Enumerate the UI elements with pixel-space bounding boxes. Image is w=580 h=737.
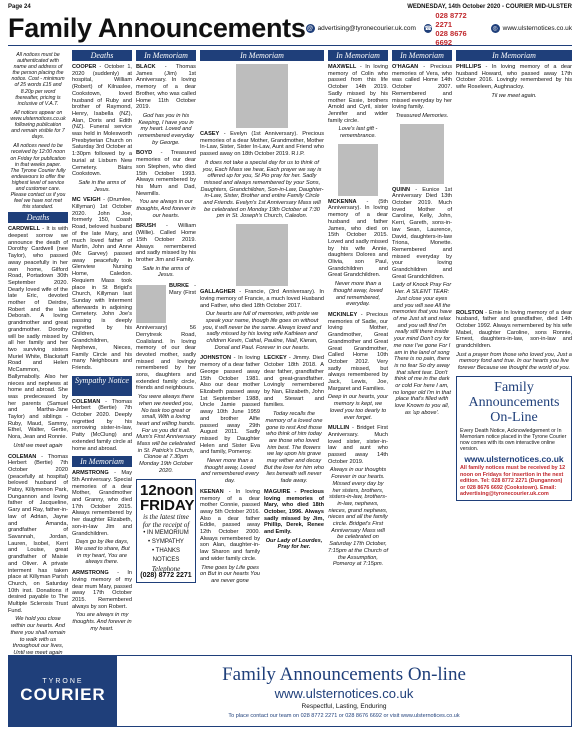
section-header-in-memoriam-1: In Memoriam: [72, 456, 132, 467]
online-ad-url[interactable]: www.ulsternotices.co.uk: [464, 453, 564, 464]
column-deaths-left: [8, 50, 68, 656]
photo-casey: [236, 64, 288, 128]
section-header-deaths: Deaths: [8, 212, 68, 223]
notice-brush: BRUSH - William (Willie). Called Home 15th October 2019. Always remembered and sadly missed by his brother Jim and Family. Safe in the arms of Jesus.: [136, 223, 196, 279]
page-title: Family Announcements: [8, 13, 306, 43]
notice-johnston: JOHNSTON - In loving memory of a dear father George passed away 15th October 1981. Also our dear mother Elizabeth passed away 1st September 1988, Uncle Jamie passed away 10th June 1959 and brother Alfie passed away 29th August 2011. Sadly missed by Daughter Helen and Sister Eva and family, Pomeroy. Never more than a thought away, Loved and remembered every day.: [200, 355, 260, 485]
section-header-in-memoriam-3: In Memoriam: [200, 50, 324, 61]
photo-gallagher: [236, 224, 288, 286]
column-memoriam-3: [328, 50, 388, 650]
notice-mckinley: MCKINLEY - Precious memories of Sadie, our loving Mother, Grandmother, Great Grandmother and Great Great Grandmother, Called Home 10th October 2012. Very sadly missed, but always remembered by Jack, Lewis, Joe, Margaret and Families. Deep in our hearts, your memory is kept, we loved you too dearly to ever forget.: [328, 311, 389, 421]
email-icon: @: [307, 25, 314, 32]
notice-casey: CASEY - Evelyn (1st Anniversary). Precious memories of a dear Mother, Grandmother, Mother In-Law, Sister, Sister In-Law, Aunt and Friend who passed away on 18th October 2019. R.I.P. It does not take a special day for us to think of you, Each Mass we hear, Each prayer we say is offered up for you, St Pio pray for her. Sadly missed and always remembered by your Sons, Daughters, Grandchildren, Son-in-Law, Daughter-in-Law, Sister, Brother and entire Family Circle and Friends. Evelyn's 1st Anniversary Mass will be celebrated on Monday 19th October at 7:30 pm in St. Joseph's Church, Caledon.: [200, 131, 324, 220]
section-header-in-memoriam-6: In Memoriam: [456, 50, 572, 61]
contact-bar: [306, 11, 572, 47]
photo-mckenna: [338, 144, 378, 196]
bottom-advert[interactable]: [8, 655, 572, 727]
ad-url[interactable]: www.ulsternotices.co.uk: [274, 685, 414, 701]
section-header-deaths-2: Deaths: [72, 50, 132, 61]
notice-maxwell: MAXWELL - In loving memory of Colin who passed from this life October 14th 2019. Sadly missed by his mother Essie, brothers Arnold and Cyril, sister Jennifer and wider family circle. Love's last gift - remembrance.: [328, 64, 388, 140]
notice-armstrong-1: ARMSTRONG - May 5th Anniversary. Special memories of a dear Mother, Grandmother and Granny, who died 17th October 2015. Always remembered by her daughter Elizabeth, son-in-law Jim and Grandchildren. Days go by like days, We used to share, But in my heart, You are always there.: [72, 470, 132, 566]
phone-1: 028 8772 2271: [435, 10, 467, 29]
notice-mullin: MULLIN - Bridget First Anniversary. Much loved sister, sister-in-law and aunt who passed away 14th October 2019. Always in our thoughts Forever in our hearts. Missed every day by her sisters, brothers, sisters-in-law, brothers-in-law, nephews, nieces, grand nephews, nieces and all the family circle. Bridget's First Anniversary Mass will be celebrated on Saturday 17th October, 7:15pm at the Church of the Assumption, Pomeroy at 7:15pm.: [328, 425, 389, 568]
section-header-in-memoriam-4: In Memoriam: [328, 50, 388, 61]
photo-burke: [136, 285, 166, 323]
notice-maguire: MAGUIRE - Precious loving memories of Mary, who died 18th October, 1996. Always sadly missed by Jim, Phillip, Derek, Renee and Emily. Our Lady of Lourdes, Pray for her.: [264, 488, 324, 551]
online-ad-side[interactable]: Family Announcements On-Line Every Death Notice, Acknowledgement or In Memoriam notice placed in the Tyrone Courier now comes with its own interactive online version. www.ulsternotices.co.uk All family notices must be received by 12 noon on Fridays for insertion in the next edition. Tel: 028 8772 2271 (Dungannon) or 028 8676 6692 (Cookstown). Email: advertising@tyronecourier.uk.com: [456, 376, 572, 502]
notice-keenan: KEENAN - In loving memory of a dear mother Connie, passed away 5th October 2016. Also a dear father Eddie, passed away 12th October 2000. Always remembered by son Alan, daughter-in-law Sharon and family and wider family circle. Time goes by Life goes on But in our hearts You are never gone: [200, 488, 260, 584]
notice-cardwell: CARDWELL - It is with deepest sorrow we announce the death of Dorothy Cardwell (nee Taylor), who passed away peacefully in her own home, Gilford Road, Portadown 30th September 2020. Dearly loved wife of the late Eric, devoted mother of Deirdre, Robert and the late Deborah. A loving grandmother and great grandmother. Dorothy will be sadly missed by all her family and her two surviving sisters Muriel White, Blackstaff Road and Helen McCammon, Ballymabolly. Also her nieces and nephews at home and abroad. She was predeceased by her parents (Samuel and Martha-Jane Taylor) and siblings - Ruby, Maud, Sammy, Ethel, Walter, Gertie, Nora, Jean and Ronnie. Until we meet again: [8, 226, 68, 449]
notice-rules: All notices must be authenticated with name and address of the person placing the notice. Cost - minimum of 25 words £15 and 8.20p per word thereafter, pricing is inclusive of V.A.T. All notices appear on www.ulsternotices.co.uk following publication and remain visible for 7 days. All notices need to be received by 12:00 noon on Friday for publication in that weeks paper. The Tyrone Courier fully endeavours to offer the highest level of service and customer care. Please contact us if you feel we have not met this standard.: [10, 52, 66, 211]
notice-black: BLACK - Thomas James (Jim) 1st Anniversary. In loving memory of a dear Brother, who was called Home 11th October 2019. God has you in his Keeping, I have you in my heart. Loved and remembered everyday by George.: [136, 64, 196, 146]
notice-gallagher: GALLAGHER - Francie, (3rd Anniversary). In loving memory of Francie, a much loved Husband and Father, who died 18th October 2017. Our hearts are full of memories, with pride we speak your name, though life goes on without you, it will never be the same. Always loved and sadly missed by his loving wife Kathleen and children Kevin, Cathal, Pauline, Niall, Kieran, Donal and Paul. Forever in our hearts.: [200, 289, 324, 351]
section-header-sympathy: Sympathy Notice: [72, 376, 132, 396]
deadline-box: 12noon FRIDAY is the latest time for the receipt of • IN MEMORIUM • SYMPATHY • THANKS NOTICES Telephone (028) 8772 2271: [136, 479, 196, 584]
column-memoriam-5: [456, 50, 572, 650]
column-deaths-right: [72, 50, 132, 650]
masthead: [8, 12, 572, 46]
notice-quinn: QUINN - Eunice 1st Anniversary Died 13th October 2019. Much loved Mother of Caroline, Kelly, John, Kerri, Gareth, sons-in-law Sean, Laurence, David, daughters-in-law Triona, Monette. Remembered and missed everyday by your loving Grandchildren and Great Grandchildren. Lady of Knock Pray For Her. A SILENT TEAR: Just close your eyes and you will see All the memories that you have of me Just sit and relax and you will find I'm really still there inside your mind Don't cry for me now I've gone For I am in the land of song There is no pain, there is no fear So dry away that silent tear. Don't think of me in the dark or cold For here I am, no longer old I'm in that place that's filled with love Known to you all, as 'up above'.: [392, 186, 452, 416]
notice-boyd: BOYD - Treasured memories of our dear son Stephen, who died 15th October 1993. Always remembered by his Mum and Dad, Newmills. You are always in our thoughts, And forever in our hearts.: [136, 150, 196, 219]
column-memoriam-2: [200, 50, 324, 650]
phone-2: 028 8676 6692: [435, 28, 467, 47]
email-contact[interactable]: @ advertising@tyronecourier.uk.com: [307, 25, 416, 32]
notice-cooper: COOPER - October 1, 2020 (suddenly) at hospital, William (Robert) of Kilnaslee, Cookstown, loved husband of Ruby and brother of Raymond, Henry, Isabella (NZ), Alan, Doris and Edith (NZ). Funeral service was held in Molesworth Presbyterian Church on Saturday 3rd October at 1:30pm followed by a burial at Lisburn New Cemetery. Blairs Cookstown. Safe in the arms of Jesus.: [72, 64, 132, 193]
notice-rolston: ROLSTON - Ernie In loving memory of a dear husband, father and grandfather, died 14th October 1992. Always remembered by his wife Mabel, daughter Caroline, sons Ronnie, Ernest, daughters-in-law, son-in-law and grandchildren. Just a prayer from those who loved you, Just a memory fond and true. In our hearts you live forever Because we thought the world of you.: [456, 309, 572, 372]
ad-title: Family Announcements On-line: [222, 663, 466, 685]
ad-tagline: Respectful, Lasting, Enduring: [301, 702, 387, 710]
column-memoriam-1: [136, 50, 196, 650]
notice-mckenna: MCKENNA - (5th Anniversary). In loving memory of a dear husband and father James, who died on 15th October 2015. Loved and sadly missed by his wife Annie, daughters Dolores and Olivia, son Paul, Grandchildren and Great Grandchildren. Never more than a thought away, loved and remembered, everyday.: [328, 198, 389, 308]
phone-contact: [424, 11, 483, 47]
issue-date: WEDNESDAY, 14th October 2020 - COURIER MID-ULSTER: [407, 4, 572, 10]
ad-footer: To place contact our team on 028 8772 2271 or 028 8676 6692 or visit www.ulsternotices.co.uk: [228, 712, 460, 719]
notice-mcveigh: MC VEIGH - (Drumlee, Killyman) 1st October 2020. John Joe, formerly 150, Coash Road, beloved husband of the late Mary, and much loved father of Martin, John and Anne (Mc Garvey) passed away peacefully in Glenview Nursing Home, Caledon. Requiem Mass took place in St Brigid's Church, Killyman last Sunday with Interment afterwards in adjoining Cemetery. John Joe's passing is deeply regretted by his Children, Grandchildren, Nephews, Nieces, Family Circle and his many Neighbours and Friends.: [72, 197, 132, 371]
column-memoriam-4: [392, 50, 452, 650]
notice-coleman-sympathy: COLEMAN - Thomas Herbert (Bertie) 7th October 2020. Deeply regretted by his sorrowing sister-in-law, Patty (McClung) and extended family circle at home and abroad.: [72, 398, 133, 452]
globe-icon: ◎: [492, 26, 498, 32]
notice-phillips: PHILLIPS - In loving memory of a dear husband Howard, who passed away 17th October 2016. Lovingly remembered by his wife Roseleen, Aughnacloy. Til we meet again.: [456, 64, 572, 99]
notice-ohagan: O'HAGAN - Precious memories of Vera, who was called Home 14th October 2007. Remembered and missed everyday by her loving family. Treasured Memories.: [392, 64, 452, 119]
notice-burke: BURKE - Mary (First Anniversary) 56 Derrytresk Road, Coalisland. In loving memory of our dear devoted mother, sadly missed and lovingly remembered by her sons, daughters and extended family circle, friends and neighbours. You were always there when we needed you, No task too great or small, With a loving heart and willing hands. For us you did it all. Mum's First Anniversary Mass will be celebrated in St. Patrick's Church, Clonoe at 7.30pm Monday 19th October 2020.: [136, 283, 196, 474]
website-contact[interactable]: ◎ www.ulsternotices.co.uk: [492, 25, 572, 32]
phone-icon: ☎: [424, 26, 432, 32]
section-header-in-memoriam-2: In Memoriam: [136, 50, 196, 61]
notice-coleman: COLEMAN - Thomas Herbert (Bertie) 7th October 2020 (peacefully at hospital) beloved husband of Patsy, Killymenon Park, Dungannon and loving father of Jacqueline, Gary and Ray, father-in-law of Adrian, Jayne and Amanda, grandfather of Savannah, Jordan, Lauren, Isobel, Kerri and Louise, great grandfather of Maisie and Oliver. A private interment has taken place at Killyman Parish Church, on Saturday 10th inst. Donations if desired payable to The Multiple Sclerosis Trust Fund. We hold you close within our hearts. And there you shall remain to walk with us throughout our lives, Until we meet again: [8, 453, 68, 656]
section-header-in-memoriam-5: In Memoriam: [392, 50, 452, 61]
tyrone-courier-logo: TYRONE COURIER: [9, 656, 117, 726]
notice-armstrong-2: ARMSTRONG - In loving memory of my dear mum Mary, passed away 17th October 2015. Remembered always by son Robert. You are always in my thoughts. And forever in my heart.: [72, 570, 132, 632]
notice-leckey: LECKEY - Jimmy. Died October 18th 2018. A dear father, grandfather and great-grandfather. Lovingly remembered by Nan, Elizabeth, John and Stewart and families. Today recalls the memory of a loved one gone to rest And those who think of him today are those who loved him best. The flowers we lay upon his grave may wither and decay But the love for him who lies beneath will never fade away.: [264, 355, 325, 485]
page-number: Page 24: [8, 4, 31, 10]
photo-quinn: [400, 124, 444, 184]
